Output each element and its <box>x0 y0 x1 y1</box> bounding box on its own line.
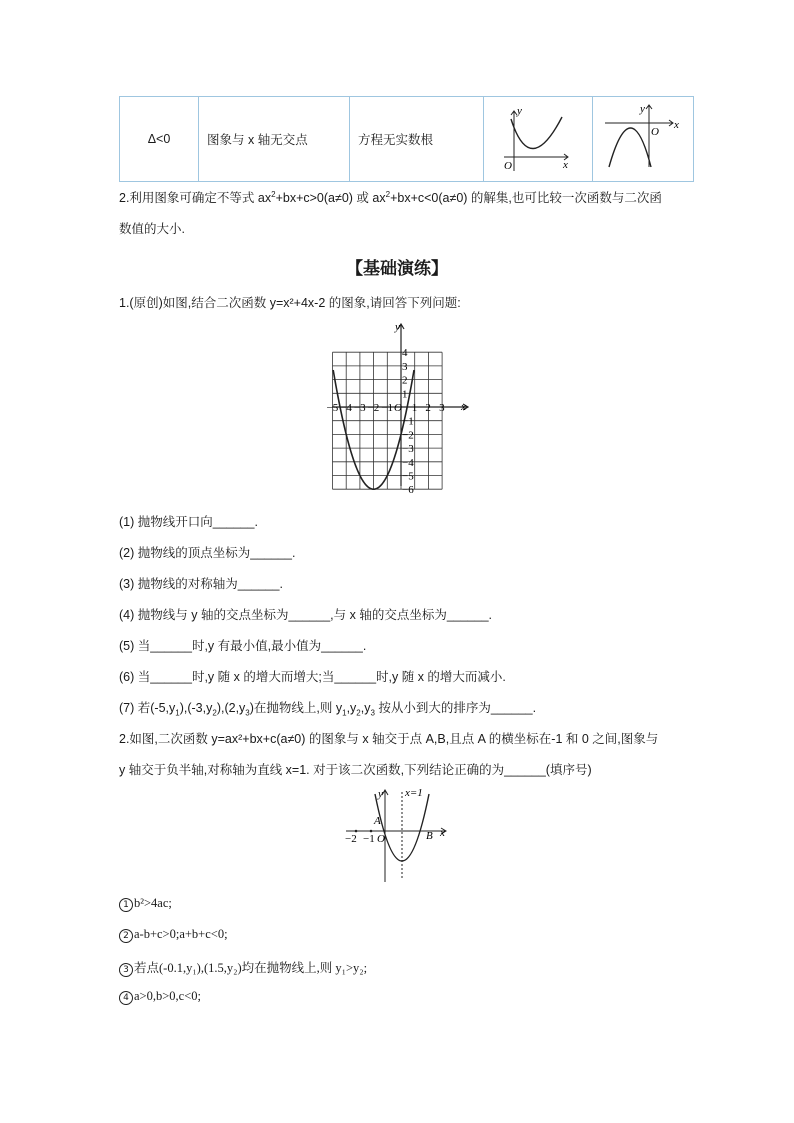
x-tick-label: −2 <box>367 402 380 414</box>
question-1-part-6: (6) 当______时,y 随 x 的增大而增大;当______时,y 随 x 的增大而减小. <box>119 670 506 684</box>
note-text: +bx+c>0(a≠0) 或 ax <box>275 191 386 205</box>
tick-label: −2 <box>345 833 357 845</box>
option-number: 4 <box>119 991 133 1005</box>
x-tick-label: −1 <box>381 402 394 414</box>
option-text: a-b+c>0;a+b+c<0; <box>134 927 228 941</box>
graph-origin-label: O <box>504 160 512 172</box>
note-text: 2.利用图象可确定不等式 <box>119 191 258 205</box>
graph-y-label: y <box>640 103 645 115</box>
question-2-graph <box>340 786 454 884</box>
discriminant-table <box>119 96 694 182</box>
table-cell-graph-desc: 图象与 x 轴无交点 <box>199 97 350 182</box>
graph-origin-label: O <box>651 126 659 138</box>
x-tick-label: −5 <box>326 402 339 414</box>
symmetry-axis-label: x=1 <box>405 787 423 799</box>
note-text: +bx+c<0(a≠0) 的解集,也可比较一次函数与二次函 <box>390 191 662 205</box>
question-1-stem: 1.(原创)如图,结合二次函数 y=x²+4x-2 的图象,请回答下列问题: <box>119 296 461 310</box>
table-cell-equation-desc: 方程无实数根 <box>350 97 484 182</box>
y-tick-label: −3 <box>402 443 414 456</box>
table-cell-graph-down <box>593 97 694 182</box>
y-tick-label: 2 <box>402 374 408 387</box>
option-2 <box>119 927 228 943</box>
table-row <box>120 97 694 182</box>
y-axis-label: y <box>378 788 383 800</box>
note-line-1 <box>119 188 662 206</box>
point-b-label: B <box>426 830 433 842</box>
y-tick-label: 1 <box>402 388 408 401</box>
parabola-down-graph <box>593 97 693 177</box>
note-line-2: 数值的大小. <box>119 222 185 236</box>
y-tick-label: −4 <box>402 456 414 469</box>
x-tick-label: 2 <box>425 402 431 414</box>
x-tick-label: 1 <box>411 402 418 414</box>
option-number: 2 <box>119 929 133 943</box>
graph-y-label: y <box>517 105 522 117</box>
question-1-part-2: (2) 抛物线的顶点坐标为______. <box>119 546 296 560</box>
option-number: 3 <box>119 963 133 977</box>
tick-label: −1 <box>363 833 375 845</box>
question-2-line-1: 2.如图,二次函数 y=ax²+bx+c(a≠0) 的图象与 x 轴交于点 A,B,且点 A 的横坐标在-1 和 0 之间,图象与 <box>119 732 659 746</box>
graph-x-label: x <box>674 119 679 131</box>
origin-label: O <box>394 402 402 414</box>
superscript: 2 <box>271 189 276 199</box>
table-cell-graph-up <box>484 97 593 182</box>
option-text: b²>4ac; <box>134 896 172 910</box>
graph-x-label: x <box>563 159 568 171</box>
section-title: 【基础演练】 <box>346 259 448 279</box>
question-1-part-7: (7) 若$(-5,y_1),(-3,y_2),(2,y_3)$在抛物线上,则 $y_1,y_2,y_3$ 按从小到大的排序为______. <box>119 701 537 718</box>
note-text: ax <box>257 191 272 205</box>
y-tick-label: −5 <box>402 470 414 483</box>
table-cell-discriminant: Δ<0 <box>120 97 199 182</box>
option-4 <box>119 989 201 1005</box>
superscript: 2 <box>385 189 391 199</box>
option-3 <box>119 958 367 977</box>
x-axis-label: x <box>440 827 445 839</box>
y-tick-label: −1 <box>402 415 414 428</box>
y-tick-label: 3 <box>402 360 408 373</box>
x-tick-label: 3 <box>439 402 445 414</box>
question-1-part-4: (4) 抛物线与 y 轴的交点坐标为______,与 x 轴的交点坐标为______. <box>119 608 493 622</box>
x-tick-label: −4 <box>340 402 352 414</box>
question-1-part-1: (1) 抛物线开口向______. <box>119 515 258 529</box>
question-1-graph <box>318 321 474 497</box>
x-axis-label: x <box>461 401 466 413</box>
option-text: 若点(-0.1,y₁),(1.5,y₂)均在抛物线上,则 y₁>y₂; <box>134 961 368 975</box>
question-1-part-3: (3) 抛物线的对称轴为______. <box>119 577 283 591</box>
question-1-part-5: (5) 当______时,y 有最小值,最小值为______. <box>119 639 367 653</box>
origin-label: O <box>377 833 385 845</box>
option-text: a>0,b>0,c<0; <box>134 989 201 1003</box>
grid <box>333 352 443 489</box>
question-2-line-2: y 轴交于负半轴,对称轴为直线 x=1. 对于该二次函数,下列结论正确的为______(填序号) <box>119 763 592 777</box>
y-tick-label: 4 <box>402 347 408 360</box>
point-a-label: A <box>374 815 381 827</box>
y-tick-label: −6 <box>402 484 414 497</box>
y-tick-label: −2 <box>402 429 414 442</box>
y-axis-label: y <box>395 321 400 333</box>
x-tick-label: −3 <box>353 402 366 414</box>
option-number: 1 <box>119 898 133 912</box>
option-1 <box>119 896 172 912</box>
parabola-up-graph <box>484 97 592 177</box>
